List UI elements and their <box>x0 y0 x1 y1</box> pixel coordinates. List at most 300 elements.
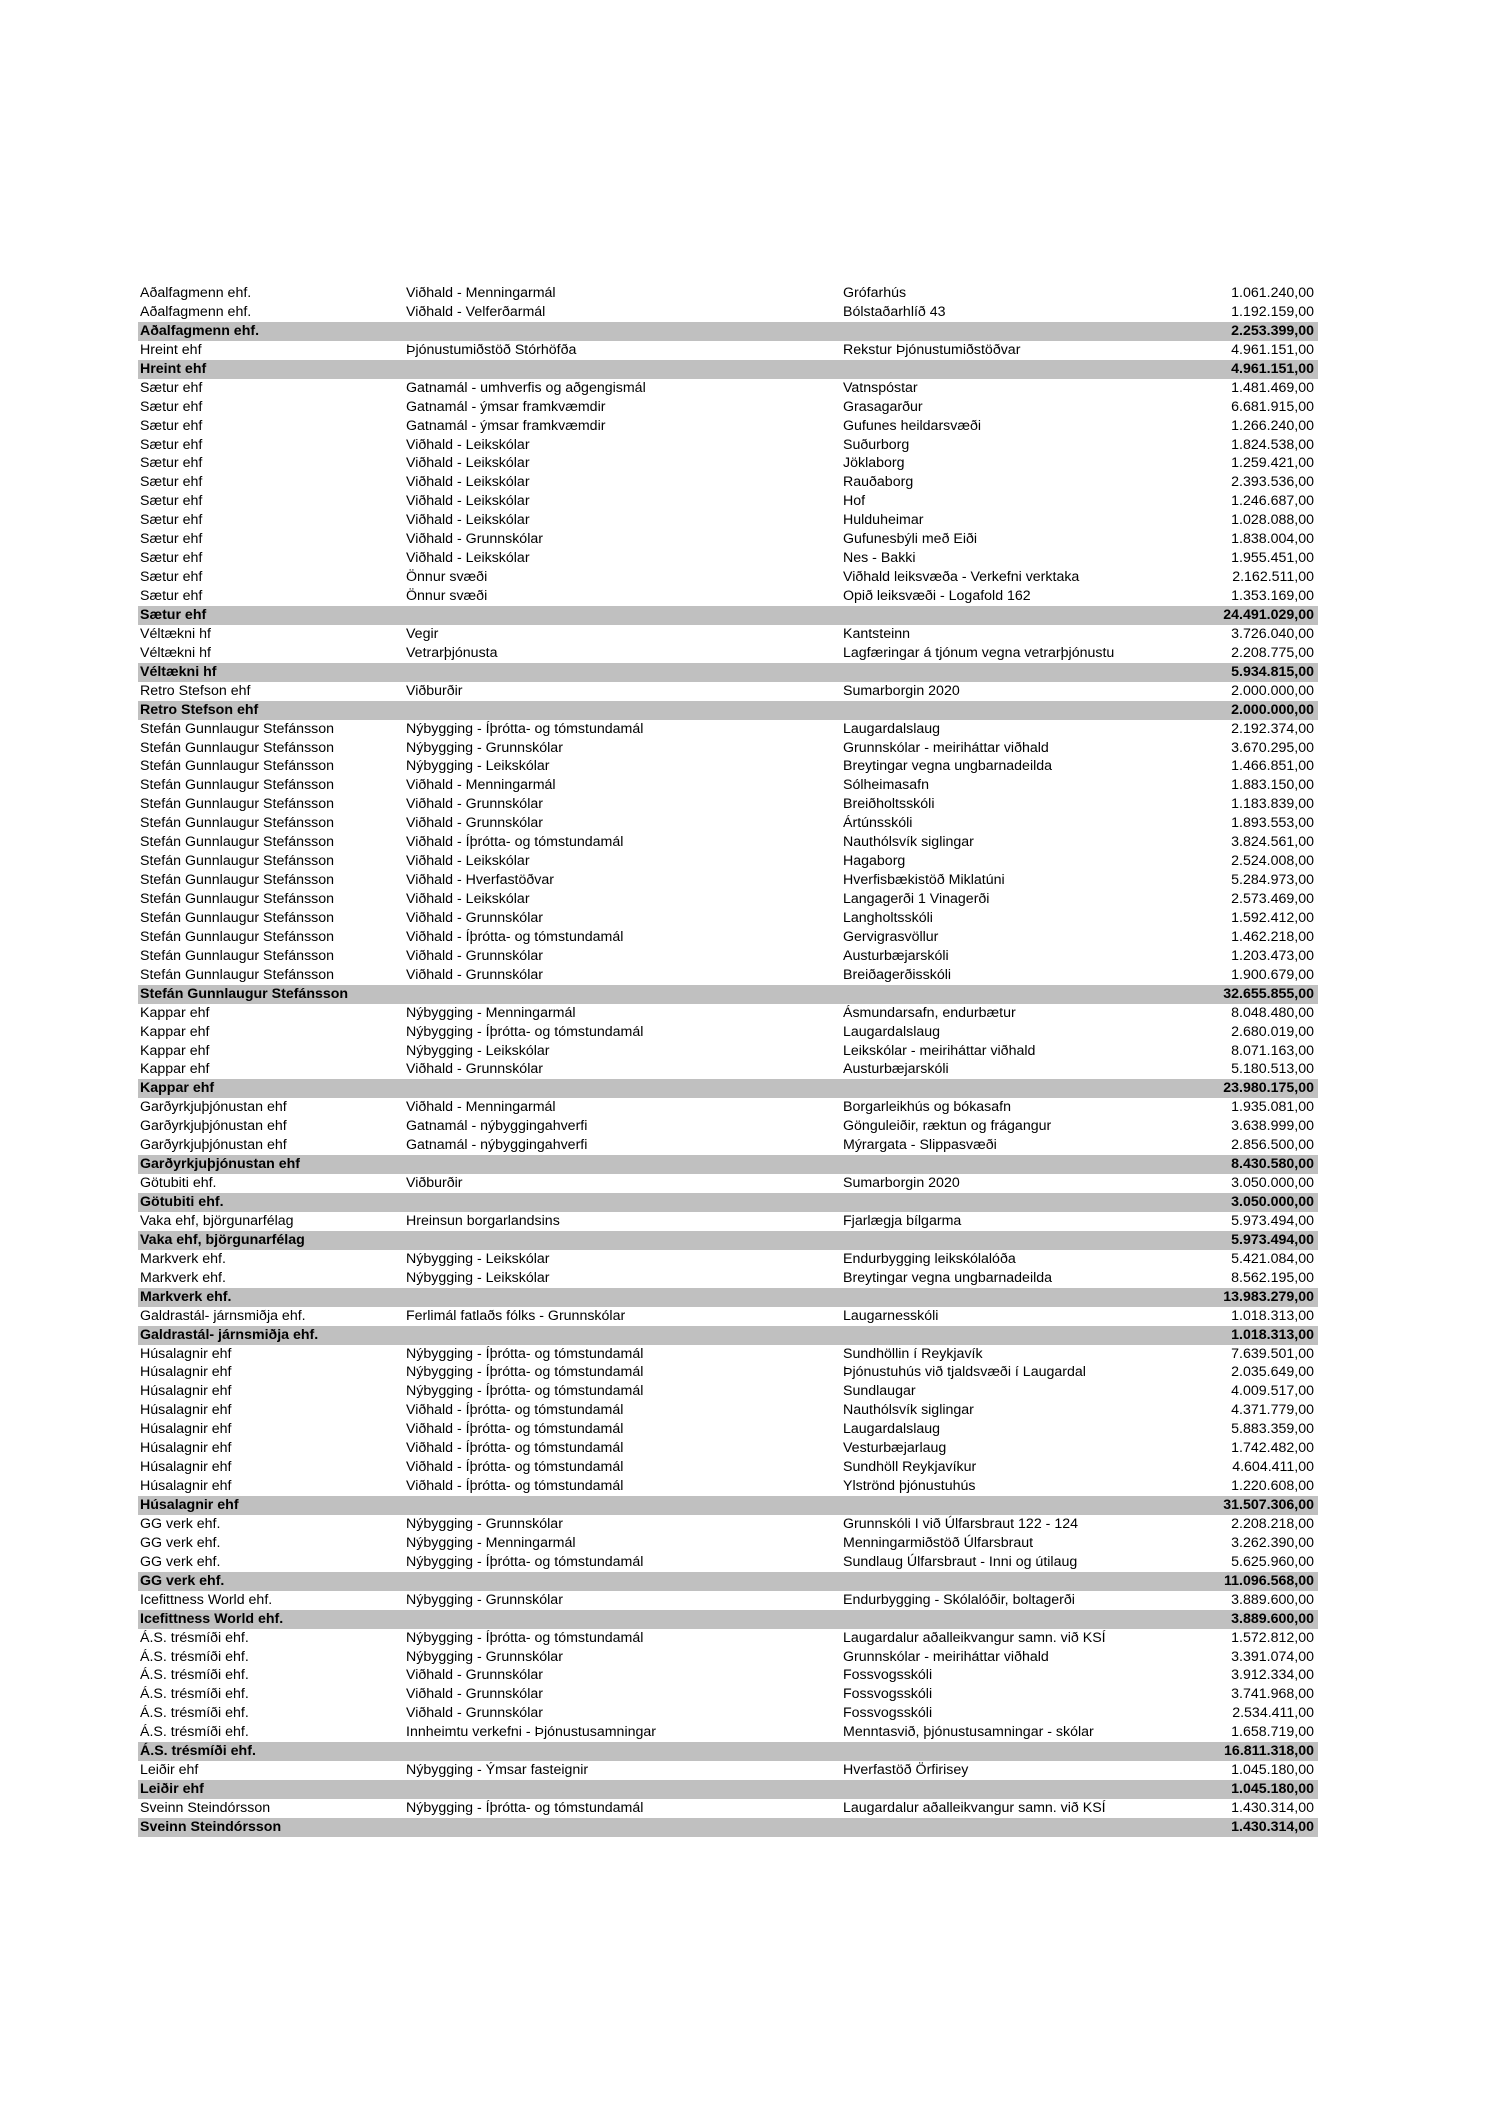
project-cell: Austurbæjarskóli <box>843 1061 949 1078</box>
amount-cell: 1.824.538,00 <box>1231 436 1314 453</box>
contractor-cell: Aðalfagmenn ehf. <box>140 303 252 320</box>
contractor-cell: Stefán Gunnlaugur Stefánsson <box>140 909 335 926</box>
category-cell: Viðhald - Menningarmál <box>406 777 556 794</box>
amount-cell: 1.430.314,00 <box>1231 1818 1314 1835</box>
project-cell: Sundlaugar <box>843 1383 916 1400</box>
contractor-cell: Stefán Gunnlaugur Stefánsson <box>140 891 335 907</box>
table-row <box>138 1382 1318 1401</box>
contractor-cell: Leiðir ehf <box>140 1781 204 1798</box>
amount-cell: 2.162.511,00 <box>1232 569 1314 586</box>
contractor-cell: Garðyrkjuþjónustan ehf <box>140 1156 301 1173</box>
contractor-cell: Markverk ehf. <box>140 1269 226 1286</box>
category-cell: Nýbygging - Leikskólar <box>406 1042 550 1059</box>
amount-cell: 1.018.313,00 <box>1231 1307 1314 1324</box>
subtotal-row <box>138 1231 1318 1250</box>
category-cell: Vetrarþjónusta <box>406 644 498 661</box>
contractor-cell: Sætur ehf <box>140 531 203 548</box>
category-cell: Viðhald - Leikskólar <box>406 455 530 472</box>
table-row <box>138 1363 1318 1382</box>
amount-cell: 31.507.306,00 <box>1223 1497 1314 1513</box>
amount-cell: 13.983.279,00 <box>1223 1288 1314 1305</box>
project-cell: Nauthólsvík siglingar <box>843 1402 974 1419</box>
table-row <box>138 511 1318 530</box>
table-row <box>138 530 1318 549</box>
amount-cell: 2.253.399,00 <box>1231 322 1314 339</box>
table-row <box>138 1117 1318 1136</box>
project-cell: Breiðholtsskóli <box>843 796 935 813</box>
contractor-cell: Stefán Gunnlaugur Stefánsson <box>140 872 335 889</box>
category-cell: Viðhald - Íþrótta- og tómstundamál <box>406 1402 624 1419</box>
project-cell: Fossvogsskóli <box>843 1705 933 1722</box>
category-cell: Gatnamál - umhverfis og aðgengismál <box>406 379 646 396</box>
amount-cell: 1.466.851,00 <box>1231 758 1314 775</box>
contractor-cell: Sætur ehf <box>140 493 203 510</box>
amount-cell: 3.889.600,00 <box>1231 1610 1314 1627</box>
category-cell: Viðhald - Grunnskólar <box>406 1061 543 1078</box>
table-row <box>138 1307 1318 1326</box>
table-row <box>138 1723 1318 1742</box>
table-row <box>138 1212 1318 1231</box>
amount-cell: 23.980.175,00 <box>1223 1080 1314 1097</box>
project-cell: Gönguleiðir, ræktun og frágangur <box>843 1118 1052 1135</box>
category-cell: Innheimtu verkefni - Þjónustusamningar <box>406 1724 656 1741</box>
amount-cell: 2.000.000,00 <box>1231 682 1314 699</box>
category-cell: Viðhald - Leikskólar <box>406 493 530 510</box>
table-row <box>138 549 1318 568</box>
category-cell: Nýbygging - Íþrótta- og tómstundamál <box>406 720 644 737</box>
table-row <box>138 795 1318 814</box>
subtotal-row <box>138 1780 1318 1799</box>
table-row <box>138 1345 1318 1364</box>
category-cell: Viðhald - Leikskólar <box>406 550 530 567</box>
project-cell: Borgarleikhús og bókasafn <box>843 1099 1011 1116</box>
amount-cell: 1.028.088,00 <box>1231 512 1314 529</box>
amount-cell: 1.183.839,00 <box>1231 796 1314 813</box>
table-row <box>138 852 1318 871</box>
project-cell: Grunnskólar - meiriháttar viðhald <box>843 1648 1049 1665</box>
amount-cell: 1.246.687,00 <box>1231 493 1314 510</box>
contractor-cell: Á.S. trésmíði ehf. <box>140 1667 249 1684</box>
amount-cell: 3.050.000,00 <box>1231 1175 1314 1192</box>
contractor-cell: Á.S. trésmíði ehf. <box>140 1724 249 1741</box>
category-cell: Nýbygging - Grunnskólar <box>406 1591 563 1608</box>
category-cell: Nýbygging - Grunnskólar <box>406 739 563 756</box>
amount-cell: 1.430.314,00 <box>1231 1800 1314 1816</box>
project-cell: Laugardalur aðalleikvangur samn. við KSÍ <box>843 1629 1106 1646</box>
project-cell: Jöklaborg <box>843 455 905 472</box>
category-cell: Viðhald - Grunnskólar <box>406 1705 543 1722</box>
amount-cell: 5.180.513,00 <box>1231 1061 1314 1078</box>
contractor-cell: Kappar ehf <box>140 1042 210 1059</box>
category-cell: Nýbygging - Íþrótta- og tómstundamál <box>406 1553 644 1570</box>
project-cell: Gufunes heildarsvæði <box>843 417 982 434</box>
project-cell: Rauðaborg <box>843 474 914 491</box>
category-cell: Viðhald - Íþrótta- og tómstundamál <box>406 1459 624 1476</box>
category-cell: Viðhald - Grunnskólar <box>406 1667 543 1684</box>
category-cell: Viðhald - Grunnskólar <box>406 1686 543 1703</box>
category-cell: Nýbygging - Menningarmál <box>406 1004 576 1021</box>
category-cell: Viðhald - Íþrótta- og tómstundamál <box>406 1421 624 1438</box>
table-row <box>138 1761 1318 1780</box>
contractor-cell: Retro Stefson ehf <box>140 682 251 699</box>
contractor-cell: Húsalagnir ehf <box>140 1402 232 1419</box>
amount-cell: 1.259.421,00 <box>1231 455 1314 472</box>
contractor-cell: Sætur ehf <box>140 474 203 491</box>
amount-cell: 8.048.480,00 <box>1231 1004 1314 1021</box>
category-cell: Þjónustumiðstöð Stórhöfða <box>406 341 577 358</box>
table-row <box>138 1269 1318 1288</box>
amount-cell: 16.811.318,00 <box>1224 1743 1314 1760</box>
table-row <box>138 814 1318 833</box>
amount-cell: 1.592.412,00 <box>1231 909 1314 926</box>
amount-cell: 4.371.779,00 <box>1231 1402 1314 1419</box>
category-cell: Ferlimál fatlaðs fólks - Grunnskólar <box>406 1307 626 1324</box>
contractor-cell: Icefittness World ehf. <box>140 1610 284 1627</box>
project-cell: Fossvogsskóli <box>843 1667 933 1684</box>
contractor-cell: Aðalfagmenn ehf. <box>140 285 252 301</box>
amount-cell: 1.883.150,00 <box>1231 777 1314 794</box>
project-cell: Menningarmiðstöð Úlfarsbraut <box>843 1534 1034 1551</box>
contractor-cell: Stefán Gunnlaugur Stefánsson <box>140 985 349 1002</box>
contractor-cell: Galdrastál- járnsmiðja ehf. <box>140 1307 306 1324</box>
project-cell: Laugarnesskóli <box>843 1307 939 1324</box>
table-row <box>138 625 1318 644</box>
category-cell: Gatnamál - nýbyggingahverfi <box>406 1137 588 1154</box>
contractor-cell: Véltækni hf <box>140 625 211 642</box>
contractor-cell: Sætur ehf <box>140 417 203 434</box>
table-row <box>138 947 1318 966</box>
table-row <box>138 1136 1318 1155</box>
project-cell: Grunnskólar - meiriháttar viðhald <box>843 739 1049 756</box>
category-cell: Nýbygging - Íþrótta- og tómstundamál <box>406 1629 644 1646</box>
table-row <box>138 1174 1318 1193</box>
amount-cell: 11.096.568,00 <box>1224 1572 1314 1589</box>
contractor-cell: GG verk ehf. <box>140 1515 221 1532</box>
contractor-cell: Véltækni hf <box>140 663 217 680</box>
amount-cell: 1.900.679,00 <box>1231 966 1314 983</box>
contractor-cell: Stefán Gunnlaugur Stefánsson <box>140 739 335 756</box>
table-row <box>138 1799 1318 1818</box>
amount-cell: 8.071.163,00 <box>1231 1042 1314 1059</box>
amount-cell: 1.220.608,00 <box>1231 1478 1314 1495</box>
amount-cell: 1.353.169,00 <box>1231 588 1314 604</box>
contractor-cell: Húsalagnir ehf <box>140 1478 232 1495</box>
contractor-cell: Húsalagnir ehf <box>140 1421 232 1438</box>
amount-cell: 4.961.151,00 <box>1231 341 1314 358</box>
category-cell: Gatnamál - ýmsar framkvæmdir <box>406 417 606 434</box>
table-row <box>138 1420 1318 1439</box>
project-cell: Fjarlægja bílgarma <box>843 1212 962 1229</box>
project-cell: Hverfastöð Örfirisey <box>843 1762 969 1779</box>
subtotal-row <box>138 360 1318 379</box>
amount-cell: 1.742.482,00 <box>1231 1440 1314 1457</box>
amount-cell: 7.639.501,00 <box>1231 1345 1314 1362</box>
category-cell: Nýbygging - Ýmsar fasteignir <box>406 1762 589 1779</box>
amount-cell: 2.000.000,00 <box>1231 701 1314 718</box>
category-cell: Viðhald - Íþrótta- og tómstundamál <box>406 1478 624 1495</box>
contractor-cell: Stefán Gunnlaugur Stefánsson <box>140 720 335 737</box>
contractor-cell: Kappar ehf <box>140 1023 210 1040</box>
project-cell: Langagerði 1 Vinagerði <box>843 891 990 907</box>
category-cell: Viðhald - Menningarmál <box>406 285 556 301</box>
subtotal-row <box>138 1818 1318 1837</box>
amount-cell: 2.856.500,00 <box>1231 1137 1314 1154</box>
project-cell: Sundhöllin í Reykjavík <box>843 1345 983 1362</box>
project-cell: Langholtsskóli <box>843 909 933 926</box>
amount-cell: 1.838.004,00 <box>1231 531 1314 548</box>
category-cell: Viðhald - Grunnskólar <box>406 796 543 813</box>
amount-cell: 2.035.649,00 <box>1231 1364 1314 1381</box>
amount-cell: 3.638.999,00 <box>1231 1118 1314 1135</box>
amount-cell: 3.670.295,00 <box>1231 739 1314 756</box>
amount-cell: 8.430.580,00 <box>1231 1156 1314 1173</box>
table-row <box>138 966 1318 985</box>
subtotal-row <box>138 1496 1318 1515</box>
category-cell: Nýbygging - Íþrótta- og tómstundamál <box>406 1023 644 1040</box>
category-cell: Viðhald - Leikskólar <box>406 512 530 529</box>
contractor-cell: Stefán Gunnlaugur Stefánsson <box>140 966 335 983</box>
subtotal-row <box>138 1742 1318 1761</box>
category-cell: Viðhald - Grunnskólar <box>406 815 543 832</box>
contractor-cell: Sætur ehf <box>140 550 203 567</box>
contractor-cell: Markverk ehf. <box>140 1250 226 1267</box>
amount-cell: 1.955.451,00 <box>1231 550 1314 567</box>
category-cell: Viðhald - Hverfastöðvar <box>406 872 554 889</box>
category-cell: Viðhald - Grunnskólar <box>406 947 543 964</box>
amount-cell: 6.681.915,00 <box>1231 398 1314 415</box>
category-cell: Viðburðir <box>406 682 463 699</box>
amount-cell: 1.462.218,00 <box>1231 928 1314 945</box>
project-cell: Ásmundarsafn, endurbætur <box>843 1004 1016 1021</box>
subtotal-row <box>138 606 1318 625</box>
contractor-cell: Á.S. trésmíði ehf. <box>140 1686 249 1703</box>
category-cell: Viðhald - Leikskólar <box>406 853 530 870</box>
amount-cell: 3.824.561,00 <box>1231 834 1314 851</box>
project-cell: Opið leiksvæði - Logafold 162 <box>843 588 1031 604</box>
amount-cell: 8.562.195,00 <box>1231 1269 1314 1286</box>
contractor-cell: Sveinn Steindórsson <box>140 1800 271 1816</box>
amount-cell: 1.045.180,00 <box>1231 1781 1314 1798</box>
category-cell: Viðhald - Menningarmál <box>406 1099 556 1116</box>
table-row <box>138 1250 1318 1269</box>
amount-cell: 2.192.374,00 <box>1231 720 1314 737</box>
contractor-cell: Garðyrkjuþjónustan ehf <box>140 1118 287 1135</box>
contractor-cell: Stefán Gunnlaugur Stefánsson <box>140 928 335 945</box>
table-row <box>138 379 1318 398</box>
table-row <box>138 436 1318 455</box>
table-row <box>138 1004 1318 1023</box>
category-cell: Nýbygging - Leikskólar <box>406 1269 550 1286</box>
project-cell: Gufunesbýli með Eiði <box>843 531 978 548</box>
amount-cell: 4.604.411,00 <box>1232 1459 1314 1476</box>
amount-cell: 1.481.469,00 <box>1231 379 1314 396</box>
contractor-cell: Sætur ehf <box>140 512 203 529</box>
subtotal-row <box>138 1193 1318 1212</box>
payments-table <box>138 284 1318 1837</box>
table-row <box>138 1023 1318 1042</box>
amount-cell: 1.572.812,00 <box>1231 1629 1314 1646</box>
category-cell: Viðhald - Velferðarmál <box>406 303 546 320</box>
amount-cell: 2.680.019,00 <box>1231 1023 1314 1040</box>
project-cell: Viðhald leiksvæða - Verkefni verktaka <box>843 569 1080 586</box>
table-row <box>138 568 1318 587</box>
amount-cell: 5.973.494,00 <box>1231 1212 1314 1229</box>
amount-cell: 5.421.084,00 <box>1231 1250 1314 1267</box>
category-cell: Nýbygging - Íþrótta- og tómstundamál <box>406 1345 644 1362</box>
table-row <box>138 739 1318 758</box>
amount-cell: 1.045.180,00 <box>1231 1762 1314 1779</box>
table-row <box>138 909 1318 928</box>
contractor-cell: Á.S. trésmíði ehf. <box>140 1648 249 1665</box>
category-cell: Nýbygging - Grunnskólar <box>406 1648 563 1665</box>
category-cell: Nýbygging - Grunnskólar <box>406 1515 563 1532</box>
table-row <box>138 1401 1318 1420</box>
category-cell: Gatnamál - ýmsar framkvæmdir <box>406 398 606 415</box>
project-cell: Bólstaðarhlíð 43 <box>843 303 946 320</box>
category-cell: Viðburðir <box>406 1175 463 1192</box>
project-cell: Laugardalslaug <box>843 1421 941 1438</box>
category-cell: Nýbygging - Leikskólar <box>406 758 550 775</box>
project-cell: Menntasvið, þjónustusamningar - skólar <box>843 1724 1094 1741</box>
category-cell: Nýbygging - Leikskólar <box>406 1250 550 1267</box>
contractor-cell: Stefán Gunnlaugur Stefánsson <box>140 834 335 851</box>
category-cell: Nýbygging - Íþrótta- og tómstundamál <box>406 1800 644 1816</box>
amount-cell: 2.524.008,00 <box>1231 853 1314 870</box>
amount-cell: 24.491.029,00 <box>1223 606 1314 623</box>
contractor-cell: Sætur ehf <box>140 436 203 453</box>
subtotal-row <box>138 701 1318 720</box>
table-row <box>138 1098 1318 1117</box>
amount-cell: 2.208.775,00 <box>1231 644 1314 661</box>
amount-cell: 2.534.411,00 <box>1232 1705 1314 1722</box>
project-cell: Grófarhús <box>843 285 907 301</box>
table-row <box>138 1515 1318 1534</box>
table-row <box>138 1553 1318 1572</box>
contractor-cell: Hreint ehf <box>140 360 207 377</box>
contractor-cell: Stefán Gunnlaugur Stefánsson <box>140 815 335 832</box>
category-cell: Viðhald - Leikskólar <box>406 436 530 453</box>
contractor-cell: Á.S. trésmíði ehf. <box>140 1705 249 1722</box>
amount-cell: 1.893.553,00 <box>1231 815 1314 832</box>
project-cell: Ylströnd þjónustuhús <box>843 1478 976 1495</box>
project-cell: Hof <box>843 493 866 510</box>
amount-cell: 1.192.159,00 <box>1231 303 1314 320</box>
project-cell: Leikskólar - meiriháttar viðhald <box>843 1042 1036 1059</box>
category-cell: Önnur svæði <box>406 588 488 604</box>
subtotal-row <box>138 985 1318 1004</box>
project-cell: Sólheimasafn <box>843 777 929 794</box>
project-cell: Sumarborgin 2020 <box>843 1175 960 1192</box>
contractor-cell: Stefán Gunnlaugur Stefánsson <box>140 777 335 794</box>
amount-cell: 3.912.334,00 <box>1231 1667 1314 1684</box>
subtotal-row <box>138 1572 1318 1591</box>
category-cell: Nýbygging - Íþrótta- og tómstundamál <box>406 1364 644 1381</box>
category-cell: Nýbygging - Íþrótta- og tómstundamál <box>406 1383 644 1400</box>
table-row <box>138 1534 1318 1553</box>
table-row <box>138 1629 1318 1648</box>
table-row <box>138 1591 1318 1610</box>
project-cell: Rekstur Þjónustumiðstöðvar <box>843 341 1021 358</box>
project-cell: Endurbygging leikskólalóða <box>843 1250 1016 1267</box>
project-cell: Laugardalur aðalleikvangur samn. við KSÍ <box>843 1800 1106 1816</box>
contractor-cell: Stefán Gunnlaugur Stefánsson <box>140 947 335 964</box>
category-cell: Gatnamál - nýbyggingahverfi <box>406 1118 588 1135</box>
table-row <box>138 776 1318 795</box>
subtotal-row <box>138 663 1318 682</box>
contractor-cell: Aðalfagmenn ehf. <box>140 322 260 339</box>
project-cell: Suðurborg <box>843 436 910 453</box>
category-cell: Viðhald - Leikskólar <box>406 891 530 907</box>
subtotal-row <box>138 322 1318 341</box>
table-row <box>138 1458 1318 1477</box>
contractor-cell: Húsalagnir ehf <box>140 1440 232 1457</box>
contractor-cell: Vaka ehf, björgunarfélag <box>140 1212 294 1229</box>
contractor-cell: Húsalagnir ehf <box>140 1345 232 1362</box>
contractor-cell: Húsalagnir ehf <box>140 1364 232 1381</box>
contractor-cell: Véltækni hf <box>140 644 211 661</box>
project-cell: Austurbæjarskóli <box>843 947 949 964</box>
table-row <box>138 890 1318 909</box>
project-cell: Endurbygging - Skólalóðir, boltagerði <box>843 1591 1075 1608</box>
project-cell: Breiðagerðisskóli <box>843 966 952 983</box>
contractor-cell: Kappar ehf <box>140 1004 210 1021</box>
amount-cell: 4.961.151,00 <box>1231 360 1314 377</box>
amount-cell: 2.393.536,00 <box>1231 474 1314 491</box>
project-cell: Mýrargata - Slippasvæði <box>843 1137 997 1154</box>
contractor-cell: Sætur ehf <box>140 379 203 396</box>
category-cell: Nýbygging - Menningarmál <box>406 1534 576 1551</box>
project-cell: Fossvogsskóli <box>843 1686 933 1703</box>
contractor-cell: Sætur ehf <box>140 606 207 623</box>
contractor-cell: Húsalagnir ehf <box>140 1497 239 1513</box>
project-cell: Breytingar vegna ungbarnadeilda <box>843 758 1053 775</box>
category-cell: Viðhald - Grunnskólar <box>406 531 543 548</box>
project-cell: Nes - Bakki <box>843 550 916 567</box>
table-row <box>138 757 1318 776</box>
project-cell: Nauthólsvík siglingar <box>843 834 974 851</box>
amount-cell: 1.018.313,00 <box>1231 1326 1314 1343</box>
category-cell: Viðhald - Íþrótta- og tómstundamál <box>406 1440 624 1457</box>
contractor-cell: Húsalagnir ehf <box>140 1383 232 1400</box>
project-cell: Vesturbæjarlaug <box>843 1440 947 1457</box>
amount-cell: 4.009.517,00 <box>1231 1383 1314 1400</box>
table-row <box>138 1704 1318 1723</box>
amount-cell: 32.655.855,00 <box>1223 985 1314 1002</box>
table-row <box>138 1477 1318 1496</box>
contractor-cell: Galdrastál- járnsmiðja ehf. <box>140 1326 319 1343</box>
contractor-cell: Kappar ehf <box>140 1061 210 1078</box>
contractor-cell: Garðyrkjuþjónustan ehf <box>140 1137 287 1154</box>
project-cell: Breytingar vegna ungbarnadeilda <box>843 1269 1053 1286</box>
subtotal-row <box>138 1610 1318 1629</box>
project-cell: Laugardalslaug <box>843 1023 941 1040</box>
project-cell: Ártúnsskóli <box>843 815 913 832</box>
project-cell: Laugardalslaug <box>843 720 941 737</box>
table-row <box>138 871 1318 890</box>
contractor-cell: Sætur ehf <box>140 455 203 472</box>
category-cell: Viðhald - Íþrótta- og tómstundamál <box>406 834 624 851</box>
table-row <box>138 928 1318 947</box>
project-cell: Sundlaug Úlfarsbraut - Inni og útilaug <box>843 1553 1078 1570</box>
subtotal-row <box>138 1326 1318 1345</box>
amount-cell: 5.625.960,00 <box>1231 1553 1314 1570</box>
contractor-cell: Stefán Gunnlaugur Stefánsson <box>140 853 335 870</box>
amount-cell: 5.934.815,00 <box>1231 663 1314 680</box>
category-cell: Hreinsun borgarlandsins <box>406 1212 560 1229</box>
project-cell: Hulduheimar <box>843 512 924 529</box>
project-cell: Þjónustuhús við tjaldsvæði í Laugardal <box>843 1364 1086 1381</box>
project-cell: Hagaborg <box>843 853 906 870</box>
